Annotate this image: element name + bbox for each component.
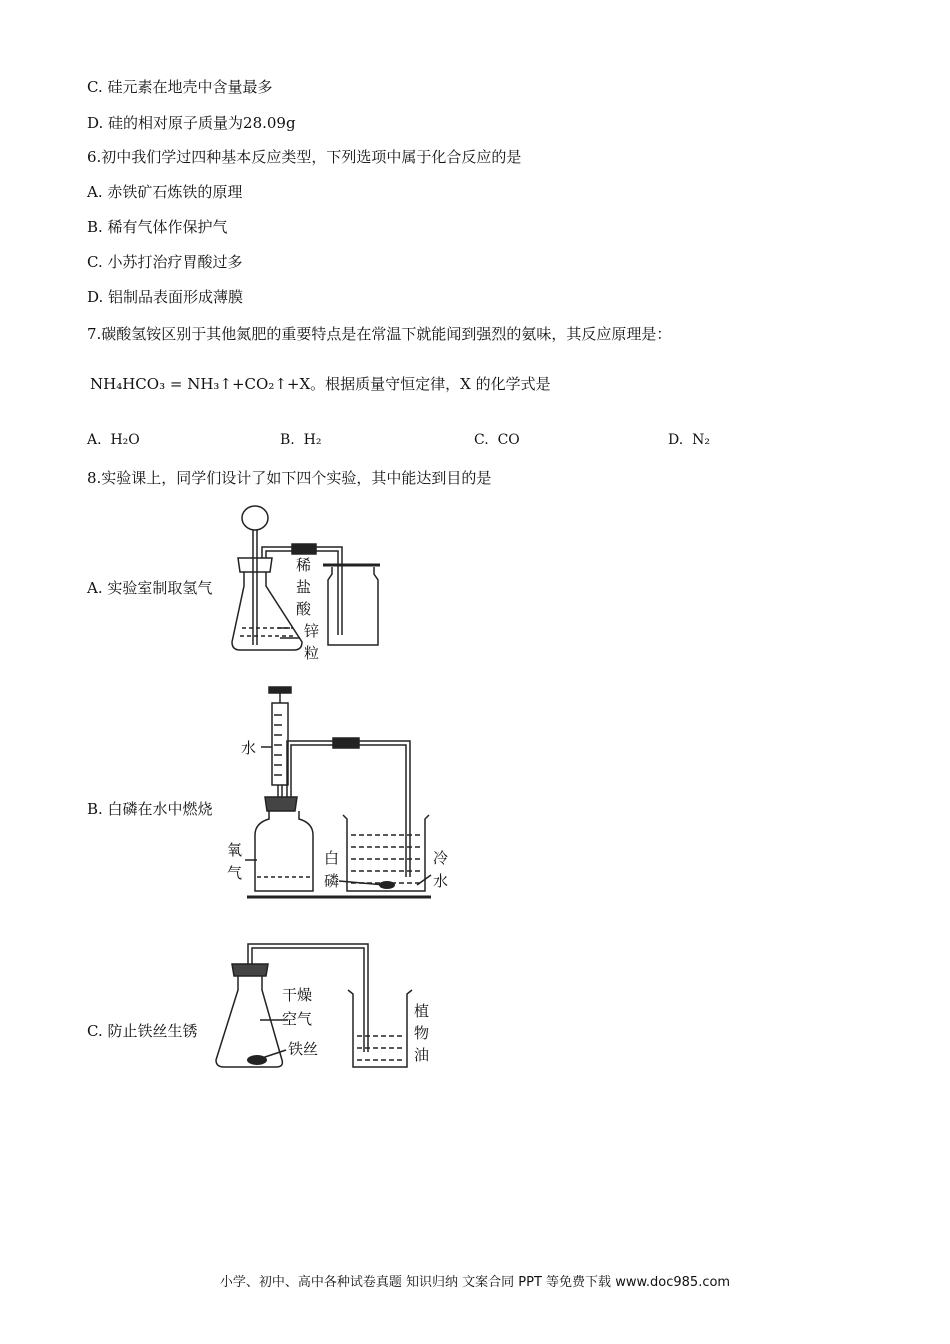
fig-a-label-xin: 锌 [304, 622, 320, 640]
fig-b-label-cold-1: 冷 [433, 849, 449, 867]
page-footer: 小学、初中、高中各种试卷真题 知识归纳 文案合同 PPT 等免费下载 www.doc985.com [219, 1275, 731, 1290]
fig-b-label-oxygen-2: 气 [227, 864, 243, 882]
q7-after-equation: 。根据质量守恒定律，X 的化学式是 [310, 375, 551, 393]
fig-a-label-suan: 酸 [296, 600, 312, 618]
hydrogen-apparatus-figure [220, 500, 390, 665]
iron-rust-apparatus-figure [212, 940, 452, 1075]
q7-stem: 7.碳酸氢铵区别于其他氮肥的重要特点是在常温下就能闻到强烈的氨味，其反应原理是： [87, 325, 672, 343]
q6-option-d: D. 铝制品表面形成薄膜 [87, 288, 244, 306]
fig-a-label-yan: 盐 [296, 578, 312, 596]
q6-option-c: C. 小苏打治疗胃酸过多 [87, 253, 243, 271]
q6-option-a: A. 赤铁矿石炼铁的原理 [87, 183, 243, 201]
q6-stem: 6.初中我们学过四种基本反应类型，下列选项中属于化合反应的是 [87, 148, 522, 166]
q7-option-a: A. H₂O [87, 432, 140, 448]
q7-equation-line [90, 373, 551, 394]
phosphorus-apparatus-figure [225, 685, 465, 905]
fig-b-label-phosphorus-2: 磷 [324, 872, 340, 890]
q7-option-b: B. H₂ [280, 432, 322, 448]
q8-option-b-label: B. 白磷在水中燃烧 [87, 800, 213, 818]
fig-a-label-li: 粒 [304, 644, 320, 662]
fig-b-label-cold-2: 水 [433, 872, 449, 890]
q8-option-a-label: A. 实验室制取氢气 [87, 579, 213, 597]
fig-c-label-dry: 干燥 [282, 986, 313, 1004]
q8-stem: 8.实验课上，同学们设计了如下四个实验，其中能达到目的是 [87, 469, 492, 487]
q6-option-b: B. 稀有气体作保护气 [87, 218, 228, 236]
fig-b-label-water: 水 [241, 739, 257, 757]
q5-option-d: D. 硅的相对原子质量为28.09g [87, 114, 296, 132]
q7-equation: NH₄HCO₃ = NH₃↑+CO₂↑+X [90, 375, 311, 393]
fig-c-label-air: 空气 [282, 1010, 313, 1028]
fig-c-label-iron: 铁丝 [288, 1040, 319, 1058]
q7-option-d: D. N₂ [668, 432, 710, 448]
fig-b-label-oxygen-1: 氧 [227, 841, 243, 859]
q7-option-c: C. CO [474, 432, 520, 448]
fig-c-label-oil-3: 油 [414, 1046, 430, 1064]
q8-option-c-label: C. 防止铁丝生锈 [87, 1022, 198, 1040]
q5-option-c: C. 硅元素在地壳中含量最多 [87, 78, 273, 96]
fig-b-label-phosphorus-1: 白 [324, 849, 340, 867]
fig-c-label-oil-2: 物 [414, 1024, 430, 1042]
fig-a-label-xi: 稀 [296, 556, 312, 574]
fig-c-label-oil-1: 植 [414, 1002, 430, 1020]
